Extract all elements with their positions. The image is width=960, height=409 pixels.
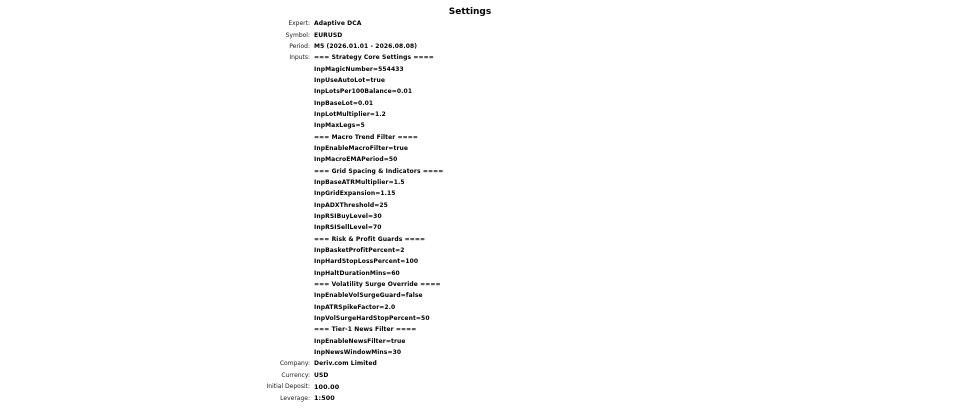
input-row bbox=[0, 313, 960, 324]
expert-value: Adaptive DCA bbox=[314, 20, 362, 28]
input-value: InpRSISellLevel=70 bbox=[314, 224, 382, 232]
input-row bbox=[0, 200, 960, 211]
input-row bbox=[0, 75, 960, 86]
input-value: InpATRSpikeFactor=2.0 bbox=[314, 303, 396, 311]
input-row bbox=[0, 63, 960, 74]
period-label: Period: bbox=[289, 42, 310, 50]
input-row bbox=[0, 131, 960, 142]
input-value: InpEnableVolSurgeGuard=false bbox=[314, 292, 423, 300]
input-value: InpEnableMacroFilter=true bbox=[314, 144, 409, 152]
input-row bbox=[0, 211, 960, 222]
input-row bbox=[0, 279, 960, 290]
input-row bbox=[0, 268, 960, 279]
settings-row-expert bbox=[0, 18, 960, 29]
input-row bbox=[0, 324, 960, 335]
settings-row-initial-deposit bbox=[0, 381, 960, 392]
settings-row-leverage bbox=[0, 392, 960, 403]
input-value: InpMaxLegs=5 bbox=[314, 122, 365, 130]
input-row bbox=[0, 290, 960, 301]
input-row bbox=[0, 336, 960, 347]
input-value: InpMacroEMAPeriod=50 bbox=[314, 156, 398, 164]
company-value: Deriv.com Limited bbox=[314, 360, 377, 368]
currency-value: USD bbox=[314, 371, 329, 379]
input-row bbox=[0, 154, 960, 165]
input-row bbox=[0, 302, 960, 313]
initial-deposit-label: Initial Deposit: bbox=[266, 383, 310, 391]
initial-deposit-value: 100.00 bbox=[314, 382, 340, 391]
input-value: === Grid Spacing & Indicators ==== bbox=[314, 167, 444, 175]
input-row bbox=[0, 188, 960, 199]
page-title: Settings bbox=[448, 7, 492, 17]
settings-row-period bbox=[0, 41, 960, 52]
input-value: === Strategy Core Settings ==== bbox=[314, 54, 434, 62]
input-value: InpBaseATRMultiplier=1.5 bbox=[314, 178, 405, 186]
input-value: InpMagicNumber=554433 bbox=[314, 65, 404, 73]
settings-row-company bbox=[0, 358, 960, 369]
input-value: InpUseAutoLot=true bbox=[314, 76, 386, 84]
input-row bbox=[0, 347, 960, 358]
input-value: === Tier-1 News Filter ==== bbox=[314, 326, 417, 334]
input-row bbox=[0, 97, 960, 108]
leverage-value: 1:500 bbox=[314, 394, 335, 403]
currency-label: Currency: bbox=[281, 371, 310, 379]
input-value: InpHaltDurationMins=60 bbox=[314, 269, 400, 277]
settings-row-symbol bbox=[0, 29, 960, 40]
expert-label: Expert: bbox=[288, 20, 310, 28]
input-value: === Macro Trend Filter ==== bbox=[314, 133, 419, 141]
input-value: InpLotMultiplier=1.2 bbox=[314, 110, 386, 118]
company-label: Company: bbox=[279, 360, 310, 368]
input-row bbox=[0, 109, 960, 120]
input-value: InpLotsPer100Balance=0.01 bbox=[314, 88, 413, 96]
input-row bbox=[0, 234, 960, 245]
input-row bbox=[0, 120, 960, 131]
input-row bbox=[0, 177, 960, 188]
input-value: InpRSIBuyLevel=30 bbox=[314, 213, 382, 221]
input-value: InpEnableNewsFilter=true bbox=[314, 337, 406, 345]
input-value: InpADXThreshold=25 bbox=[314, 201, 388, 209]
input-value: InpHardStopLossPercent=100 bbox=[314, 258, 419, 266]
settings-table bbox=[0, 18, 960, 404]
settings-row-currency bbox=[0, 370, 960, 381]
input-row bbox=[0, 256, 960, 267]
leverage-label: Leverage: bbox=[280, 394, 310, 402]
input-row bbox=[0, 165, 960, 176]
input-row bbox=[0, 86, 960, 97]
input-value: InpNewsWindowMins=30 bbox=[314, 349, 402, 357]
input-value: InpBaseLot=0.01 bbox=[314, 99, 374, 107]
input-row bbox=[0, 222, 960, 233]
period-value: M5 (2026.01.01 - 2026.08.08) bbox=[314, 42, 418, 50]
input-value: === Volatility Surge Override ==== bbox=[314, 281, 441, 289]
input-value: InpGridExpansion=1.15 bbox=[314, 190, 396, 198]
symbol-value: EURUSD bbox=[314, 31, 343, 39]
input-value: InpBasketProfitPercent=2 bbox=[314, 247, 405, 255]
inputs-label: Inputs: bbox=[289, 54, 310, 62]
symbol-label: Symbol: bbox=[285, 31, 310, 39]
input-row bbox=[0, 143, 960, 154]
input-value: === Risk & Profit Guards ==== bbox=[314, 235, 426, 243]
input-value: InpVolSurgeHardStopPercent=50 bbox=[314, 315, 430, 323]
input-row bbox=[0, 245, 960, 256]
input-row bbox=[0, 52, 960, 63]
